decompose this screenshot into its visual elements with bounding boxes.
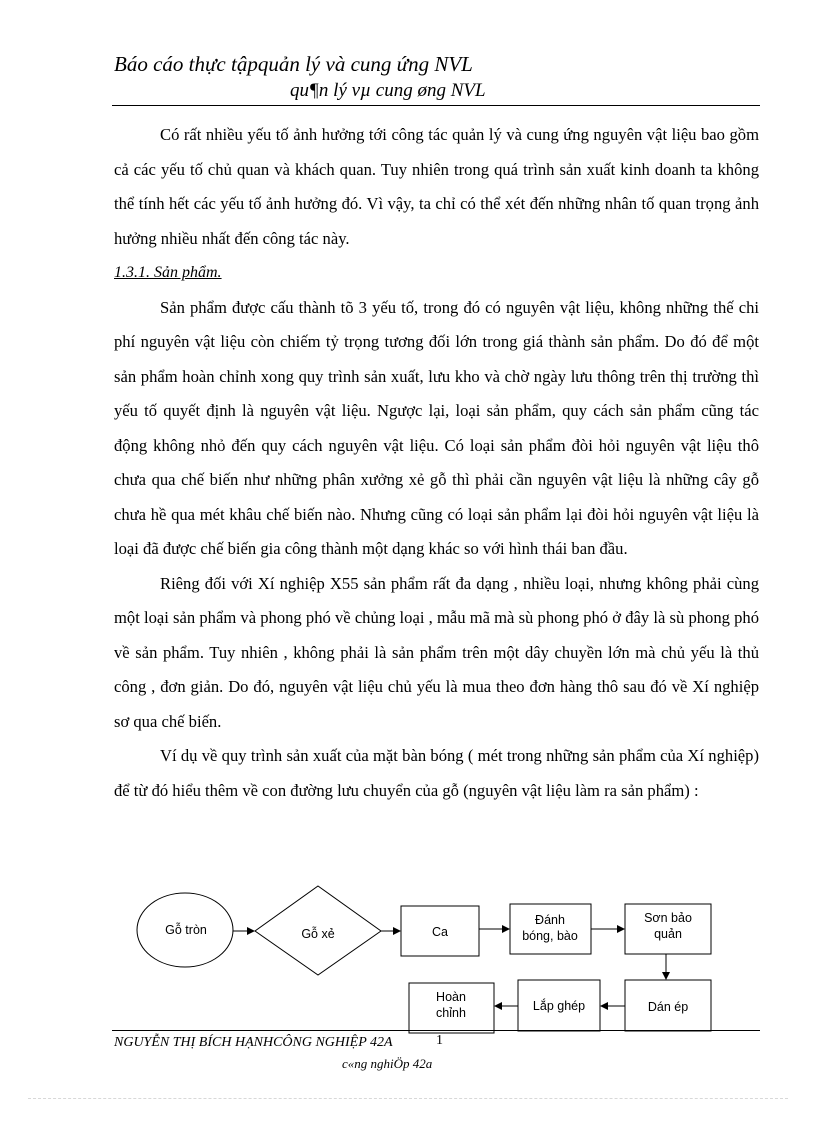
assemble-label: Lắp ghép xyxy=(532,999,586,1013)
paragraph-example: Ví dụ về quy trình sản xuất của mặt bàn bóng ( mét trong những sản phẩm của Xí nghiệp) để từ đó hiểu thêm về con đường lưu chuyển của gỗ (nguyên vật liệu làm ra sản phẩm) : xyxy=(114,746,759,800)
decision-label: Gỗ xẻ xyxy=(301,927,335,941)
polish-label-line1: Đánh xyxy=(535,913,565,927)
press-label: Dán ép xyxy=(647,1000,689,1014)
paint-label-line1: Sơn bảo xyxy=(644,911,692,925)
header-title: Báo cáo thực tậpquản lý và cung ứng NVL xyxy=(114,52,473,76)
paragraph-product: Sản phẩm được cấu thành tõ 3 yếu tố, trong đó có nguyên vật liệu, không những thế chi phí nguyên vật liệu còn chiếm tỷ trọng tương đối lớn trong giá thành sản phẩm. Do đó để một sản phẩm hoàn chỉnh xong quy trình sản xuất, lưu kho và chờ ngày lưu thông trên thị trường thì yếu tố quyết định là nguyên vật liệu. Ngược lại, loại sản phẩm, quy cách sản phẩm cũng tác động không nhỏ đến quy cách nguyên vật liệu. Có loại sản phẩm đòi hỏi nguyên vật liệu thô chưa qua chế biến như những phân xưởng xẻ gỗ thì phải cần nguyên vật liệu là những cây gỗ chưa hề qua mét khâu chế biến nào. Nhưng cũng có loại sản phẩm lại đòi hỏi nguyên vật liệu là loại đã được chế biến gia công thành một dạng khác so với hình thái ban đầu. xyxy=(114,297,759,558)
page-number: 1 xyxy=(436,1033,443,1048)
footer-author: NGUYỄN THỊ BÍCH HẠNHCÔNG NGHIỆP 42A xyxy=(114,1035,393,1050)
header-subtitle: qu¶n lý vµ cung øng NVL xyxy=(290,80,486,101)
polish-label-line2: bóng, bào xyxy=(522,929,578,943)
paragraph-enterprise: Riêng đối với Xí nghiệp X55 sản phẩm rất đa dạng , nhiều loại, nhưng không phải cùng một loại sản phẩm và phong phó về chủng loại , mẫu mã mà sù phong phó ở đây là sù phong phó về sản phẩm. Tuy nhiên , không phải là sản phẩm trên một dây chuyền lớn mà chủ yếu là thủ công , đơn giản. Do đó, nguyên vật liệu chủ yếu là mua theo đơn hàng thô sau đó về Xí nghiệp sơ qua chế biến. xyxy=(114,573,759,731)
saw-label: Ca xyxy=(432,925,448,939)
finish-label-line2: chỉnh xyxy=(436,1006,466,1020)
paragraph-intro: Có rất nhiều yếu tố ảnh hưởng tới công tác quản lý và cung ứng nguyên vật liệu bao gồm cả các yếu tố chủ quan và khách quan. Tuy nhiên trong quá trình sản xuất kinh doanh ta không thể tính hết các yếu tố ảnh hưởng đó. Vì vậy, ta chỉ có thể xét đến những nhân tố quan trọng ảnh hưởng nhiều nhất đến công tác này. xyxy=(114,125,759,248)
footer-subtitle: c«ng nghiÖp 42a xyxy=(342,1056,433,1071)
footer-divider xyxy=(112,1030,760,1031)
paint-label-line2: quản xyxy=(654,927,682,941)
page-edge xyxy=(28,1098,788,1099)
finish-label-line1: Hoàn xyxy=(436,990,466,1004)
start-label: Gỗ tròn xyxy=(165,923,207,937)
section-heading: 1.3.1. Sản phẩm. xyxy=(114,264,222,281)
